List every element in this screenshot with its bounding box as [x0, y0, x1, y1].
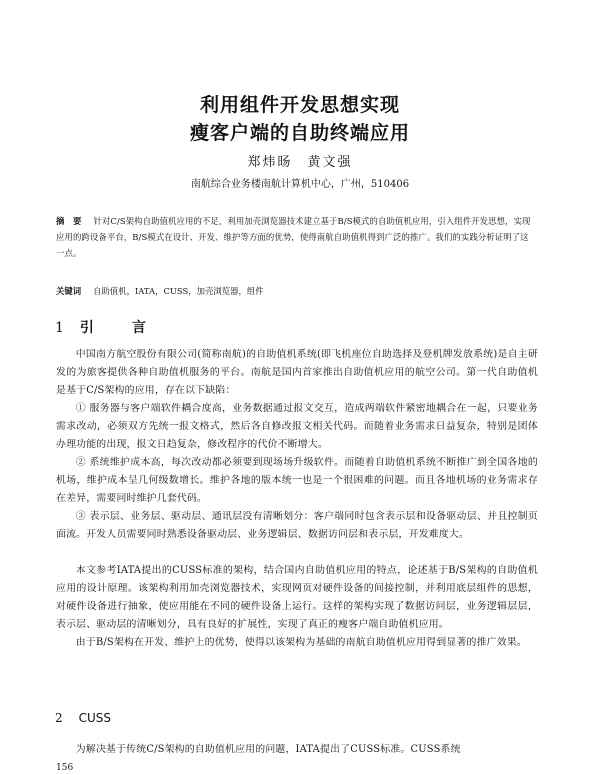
- abstract-text: 针对C/S架构自助值机应用的不足，利用加壳浏览器技术建立基于B/S模式的自助值机应用，引入组件开发思想，实现应用的跨设备平台，B/S模式在设计、开发、维护等方面的优势，使得南航自助值机得到广泛的推广。我们的实践分析证明了这一点。: [56, 216, 531, 258]
- section-2-heading: [55, 711, 111, 725]
- section-1-heading: [55, 317, 158, 337]
- paragraph-intro: 中国南方航空股份有限公司(简称南航)的自助值机系统(即飞机座位自助选择及登机牌发放系统)是自主研发的为旅客提供各种自助值机服务的平台。南航是国内首家推出自助值机应用的航空公司。第一代自助值机是基于C/S架构的应用，存在以下缺陷：: [56, 349, 538, 396]
- title-line-2: 瘦客户端的自助终端应用: [189, 122, 410, 144]
- section-1-number: 1: [55, 320, 64, 336]
- title-line-1: 利用组件开发思想实现: [199, 94, 400, 116]
- keywords-text: 自助值机，IATA，CUSS，加壳浏览器，组件: [93, 286, 264, 296]
- affiliation: 南航综合业务楼南航计算机中心，广州，510406: [190, 179, 410, 190]
- abstract-label: 摘 要: [56, 216, 82, 226]
- keywords: [56, 285, 532, 297]
- abstract: [56, 213, 532, 261]
- paragraph-defect-3: ③ 表示层、业务层、驱动层、通讯层没有清晰划分：客户端同时包含表示层和设备驱动层、并且控制页面流。开发人员需要同时熟悉设备驱动层、业务逻辑层、数据访问层和表示层，开发难度大。: [56, 511, 538, 540]
- paragraph-cuss-intro: 为解决基于传统C/S架构的自助值机应用的问题，IATA提出了CUSS标准。CUSS系统: [75, 744, 461, 755]
- section-2-number: 2: [55, 711, 63, 725]
- authors: 郑炜旸 黄文强: [247, 155, 353, 170]
- paragraph-defect-1: ① 服务器与客户端软件耦合度高，业务数据通过报文交互，造成两端软件紧密地耦合在一起，只要业务需求改动，必须双方先统一报文格式，然后各自修改报文相关代码。而随着业务需求日益复杂，特别是团体办理功能的出现，报文日趋复杂，修改程序的代价不断增大。: [56, 403, 538, 450]
- paragraph-defect-2: ② 系统维护成本高，每次改动都必须要到现场场升级软件。而随着自助值机系统不断推广到全国各地的机场，维护成本呈几何级数增长。维护各地的版本统一也是一个很困难的问题。而且各地机场的业务需求存在差异，需要同时维护几套代码。: [56, 457, 538, 504]
- section-1-title: 引 言: [79, 320, 158, 336]
- paragraph-approach: 本文参考IATA提出的CUSS标准的架构，结合国内自助值机应用的特点，论述基于B/S架构的自助值机应用的设计原理。该架构利用加壳浏览器技术，实现网页对硬件设备的间接控制，并利用底层组件的思想，对硬件设备进行抽象，使应用能在不同的硬件设备上运行。这样的架构实现了数据访问层，业务逻辑层层，表示层、驱动层的清晰划分，具有良好的扩展性，实现了真正的瘦客户端自助值机应用。: [56, 565, 538, 630]
- keywords-label: 关键词: [56, 286, 82, 296]
- section-2-title: CUSS: [78, 711, 112, 725]
- paragraph-result: 由于B/S架构在开发、维护上的优势，使得以该架构为基础的南航自助值机应用得到显著的推广效果。: [75, 637, 527, 648]
- page-number: 156: [56, 763, 74, 773]
